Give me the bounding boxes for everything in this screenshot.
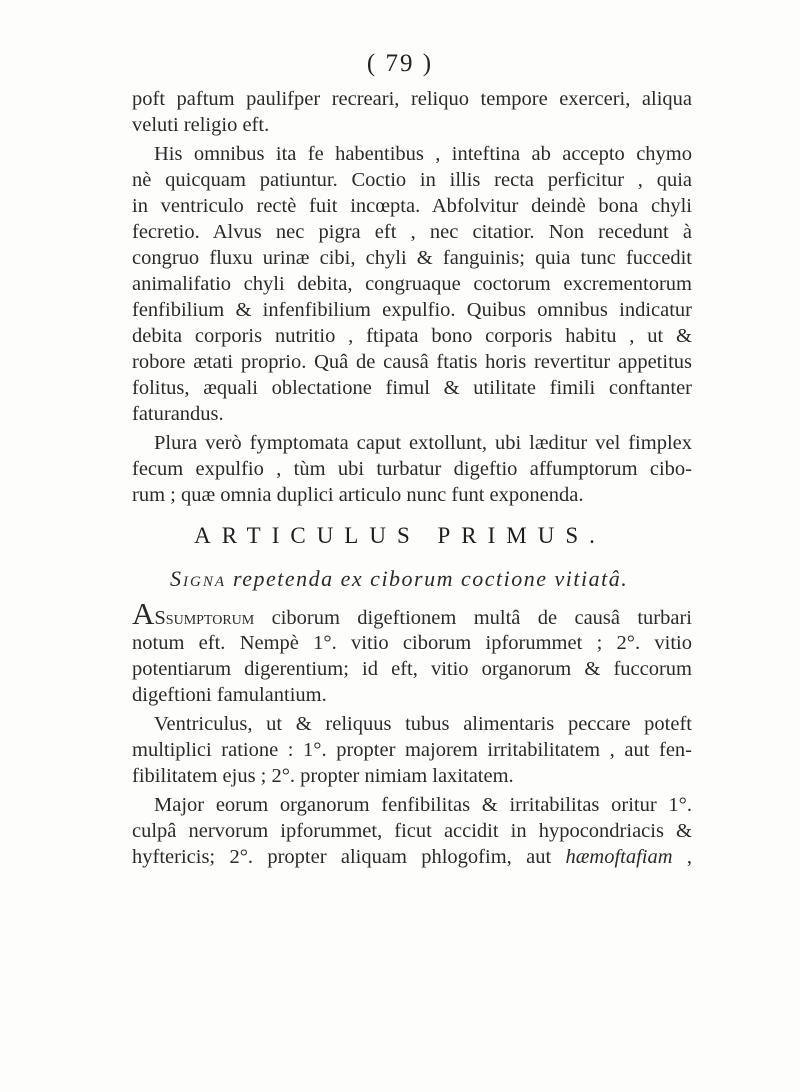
page-number: ( 79 ) [366,50,434,77]
text-line: digeftioni famulantium. [132,684,327,706]
text-line: fenfibilium & infenfibilium expulfio. Quibus omnibus indicatur [132,299,692,321]
text-line: animalifatio chyli debita, congruaque coctorum excrementorum [132,273,692,295]
text-line: multiplici ratione : 1°. propter majorem irritabilitatem , aut fen- [132,739,692,761]
line-rest: ciborum digeftionem multâ de causâ turbari [271,607,693,629]
text-line: congruo fluxu urinæ cibi, chyli & fanguinis; quia tunc fuccedit [132,247,692,269]
text-line [132,844,692,870]
text-line: potentiarum digerentium; id eft, vitio organorum & fuccorum [132,658,692,680]
text-line: faturandus. [132,403,224,425]
text-line: Major eorum organorum fenfibilitas & irritabilitas oritur 1°. [154,794,692,816]
text-line: folitus, æquali oblectatione fimul & utilitate fimili conftanter [132,377,692,399]
text-line [132,596,693,631]
section-heading: ARTICULUS PRIMUS. [194,523,606,548]
text-line: debita corporis nutritio , ftipata bono corporis habitu , ut & [132,325,692,347]
text-line: Plura verò fymptomata caput extollunt, ubi læditur vel fimplex [154,432,692,454]
line-prefix: hyftericis; 2°. propter aliquam phlogofim, aut [132,846,552,868]
text-line: Ventriculus, ut & reliquus tubus alimentaris peccare poteft [154,713,692,735]
text-line: fecretio. Alvus nec pigra eft , nec citatior. Non recedunt à [132,221,692,243]
drop-cap: A [132,596,155,631]
text-line: robore ætati proprio. Quâ de causâ ftatis horis revertitur appetitus [132,351,692,373]
italic-word: hæmoftafiam [565,846,673,868]
section-subheading [170,566,690,592]
text-line: veluti religio eft. [132,114,270,136]
text-line: nè quicquam patiuntur. Coctio in illis recta perficitur , quia [132,169,692,191]
text-line: culpâ nervorum ipforummet, ficut accidit in hypocondriacis & [132,820,692,842]
text-line: His omnibus ita fe habentibus , inteftina ab accepto chymo [154,143,692,165]
text-line: rum ; quæ omnia duplici articulo nunc funt exponenda. [132,484,584,506]
subheading-lead: Signa [170,566,226,591]
text-line: notum eft. Nempè 1°. vitio ciborum ipforummet ; 2°. vitio [132,632,692,654]
text-line: fibilitatem ejus ; 2°. propter nimiam laxitatem. [132,765,514,787]
text-line: fecum expulfio , tùm ubi turbatur digeftio affumptorum cibo- [132,458,692,480]
text-line: poft paftum paulifper recreari, reliquo tempore exerceri, aliqua [132,88,692,110]
subheading-rest: repetenda ex ciborum coctione vitiatâ. [233,566,629,591]
line-suffix: , [686,846,692,868]
smallcaps-word: Ssumptorum [154,607,255,629]
text-line: in ventriculo rectè fuit incœpta. Abfolvitur deindè bona chyli [132,195,692,217]
